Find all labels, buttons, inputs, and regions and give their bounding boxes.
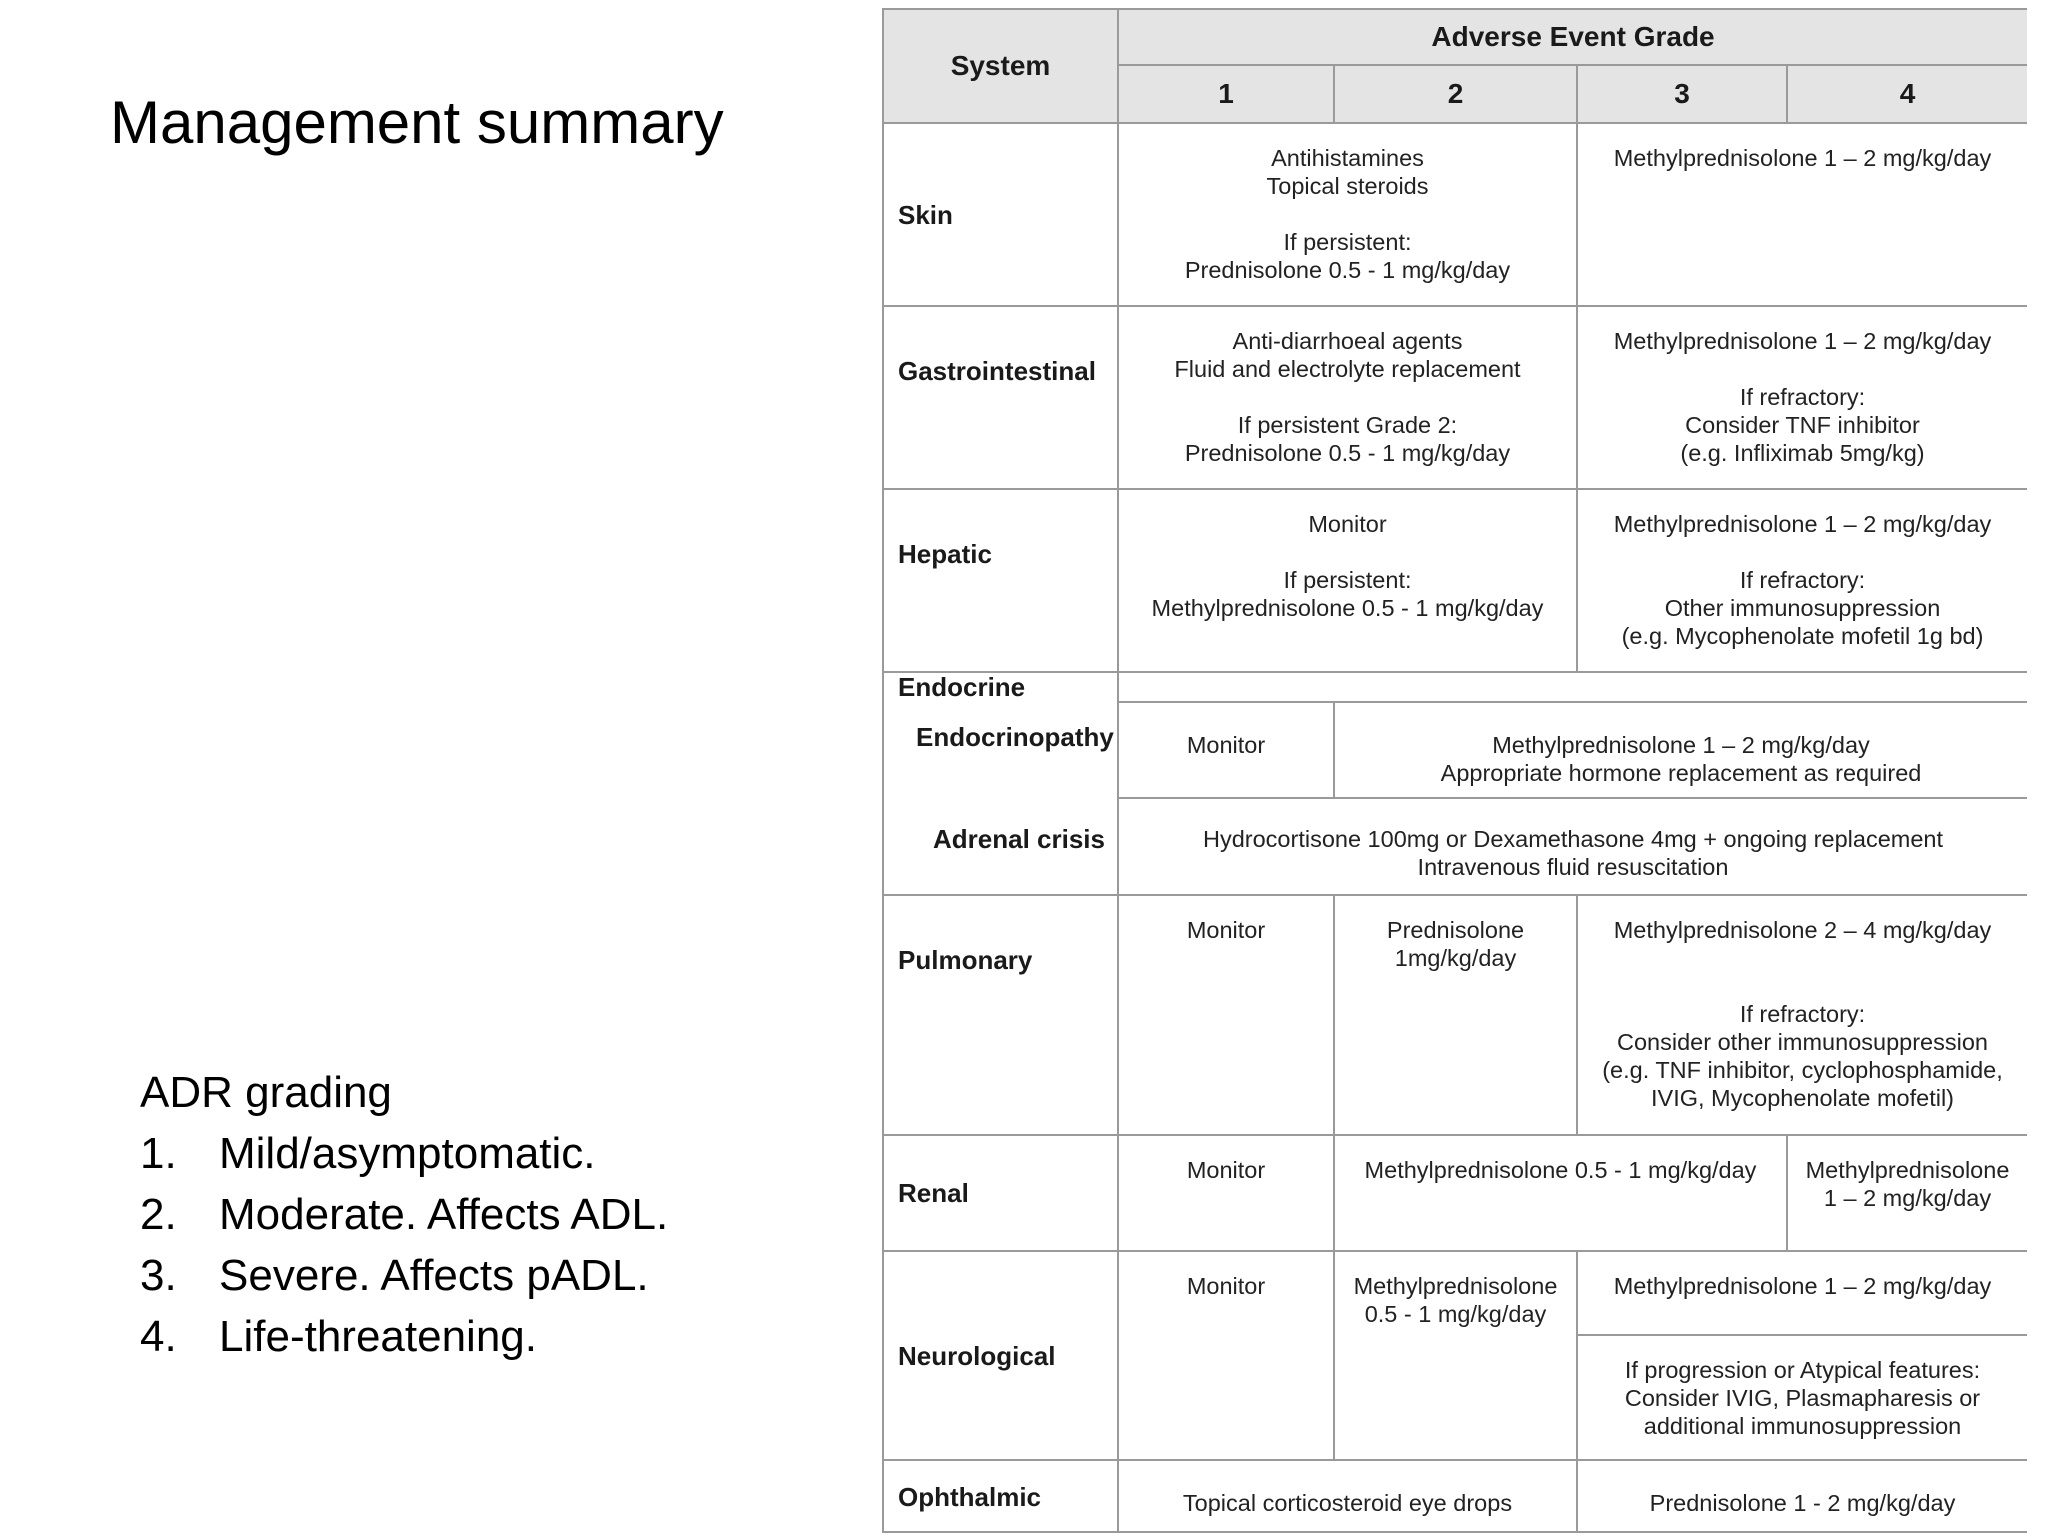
- pulmonary-grade-2: Prednisolone 1mg/kg/day: [1334, 895, 1577, 1135]
- endocrine-empty-cell: [1118, 672, 2027, 702]
- hepatic-grade-1-2: Monitor If persistent: Methylprednisolone 0.5 - 1 mg/kg/day: [1118, 489, 1577, 672]
- slide-title: Management summary: [110, 89, 724, 156]
- pulmonary-grade-1: Monitor: [1118, 895, 1334, 1135]
- endocrinopathy-grade-2-4: Methylprednisolone 1 – 2 mg/kg/day Appropriate hormone replacement as required: [1334, 702, 2027, 798]
- system-hepatic: Hepatic: [883, 489, 1118, 672]
- system-skin: Skin: [883, 123, 1118, 306]
- neuro-grade-3-4-progression: If progression or Atypical features: Consider IVIG, Plasmapharesis or additional immunosuppression: [1577, 1335, 2027, 1460]
- table-row: [883, 123, 2027, 306]
- gastro-grade-3-4: Methylprednisolone 1 – 2 mg/kg/day If refractory: Consider TNF inhibitor (e.g. Infliximab 5mg/kg): [1577, 306, 2027, 489]
- ophthalmic-grade-3-4: Prednisolone 1 - 2 mg/kg/day: [1577, 1460, 2027, 1532]
- grading-item: 4. Life-threatening.: [140, 1312, 537, 1361]
- system-header: System: [883, 9, 1118, 123]
- adrenal-crisis-all-grades: Hydrocortisone 100mg or Dexamethasone 4mg + ongoing replacement Intravenous fluid resuscitation: [1118, 798, 2027, 895]
- renal-grade-4: Methylprednisolone 1 – 2 mg/kg/day: [1787, 1135, 2027, 1251]
- neuro-grade-3-4: Methylprednisolone 1 – 2 mg/kg/day: [1577, 1251, 2027, 1335]
- hepatic-grade-3-4: Methylprednisolone 1 – 2 mg/kg/day If refractory: Other immunosuppression (e.g. Mycophenolate mofetil 1g bd): [1577, 489, 2027, 672]
- adverse-event-table: [882, 8, 2027, 1533]
- grading-item: 1. Mild/asymptomatic.: [140, 1129, 596, 1178]
- table-row: [883, 1460, 2027, 1532]
- adr-grading-list: [140, 1062, 668, 1367]
- renal-grade-2-3: Methylprednisolone 0.5 - 1 mg/kg/day: [1334, 1135, 1787, 1251]
- system-gastrointestinal: Gastrointestinal: [883, 306, 1118, 489]
- table-row: [883, 672, 2027, 702]
- system-neurological: Neurological: [883, 1251, 1118, 1460]
- table-row: [883, 1251, 2027, 1335]
- grade-1-header: 1: [1118, 65, 1334, 123]
- gastro-grade-1-2: Anti-diarrhoeal agents Fluid and electrolyte replacement If persistent Grade 2: Prednisolone 0.5 - 1 mg/kg/day: [1118, 306, 1577, 489]
- adverse-event-grade-header: Adverse Event Grade: [1118, 9, 2027, 65]
- neuro-grade-2: Methylprednisolone 0.5 - 1 mg/kg/day: [1334, 1251, 1577, 1460]
- skin-grade-3-4: Methylprednisolone 1 – 2 mg/kg/day: [1577, 123, 2027, 306]
- table-row: [883, 895, 2027, 1135]
- table-row: [883, 489, 2027, 672]
- system-renal: Renal: [883, 1135, 1118, 1251]
- system-adrenal-crisis: Adrenal crisis: [883, 798, 1118, 895]
- table-row: [883, 702, 2027, 798]
- table-row: [883, 798, 2027, 895]
- renal-grade-1: Monitor: [1118, 1135, 1334, 1251]
- neuro-grade-1: Monitor: [1118, 1251, 1334, 1460]
- skin-grade-1-2: Antihistamines Topical steroids If persistent: Prednisolone 0.5 - 1 mg/kg/day: [1118, 123, 1577, 306]
- grade-4-header: 4: [1787, 65, 2027, 123]
- pulmonary-grade-3-4: Methylprednisolone 2 – 4 mg/kg/day If refractory: Consider other immunosuppression (e.g. TNF inhibitor, cyclophosphamide, IVIG, Mycophenolate mofetil): [1577, 895, 2027, 1135]
- ophthalmic-grade-1-2: Topical corticosteroid eye drops: [1118, 1460, 1577, 1532]
- system-endocrine: Endocrine: [883, 672, 1118, 702]
- system-endocrinopathy: Endocrinopathy: [883, 702, 1118, 798]
- grade-2-header: 2: [1334, 65, 1577, 123]
- system-pulmonary: Pulmonary: [883, 895, 1118, 1135]
- grading-heading: ADR grading: [140, 1068, 392, 1117]
- adverse-event-table-container: [882, 8, 2027, 1536]
- table-row: [883, 306, 2027, 489]
- endocrinopathy-grade-1: Monitor: [1118, 702, 1334, 798]
- table-row: [883, 1135, 2027, 1251]
- grade-3-header: 3: [1577, 65, 1787, 123]
- grading-item: 3. Severe. Affects pADL.: [140, 1251, 649, 1300]
- system-ophthalmic: Ophthalmic: [883, 1460, 1118, 1532]
- grading-item: 2. Moderate. Affects ADL.: [140, 1190, 669, 1239]
